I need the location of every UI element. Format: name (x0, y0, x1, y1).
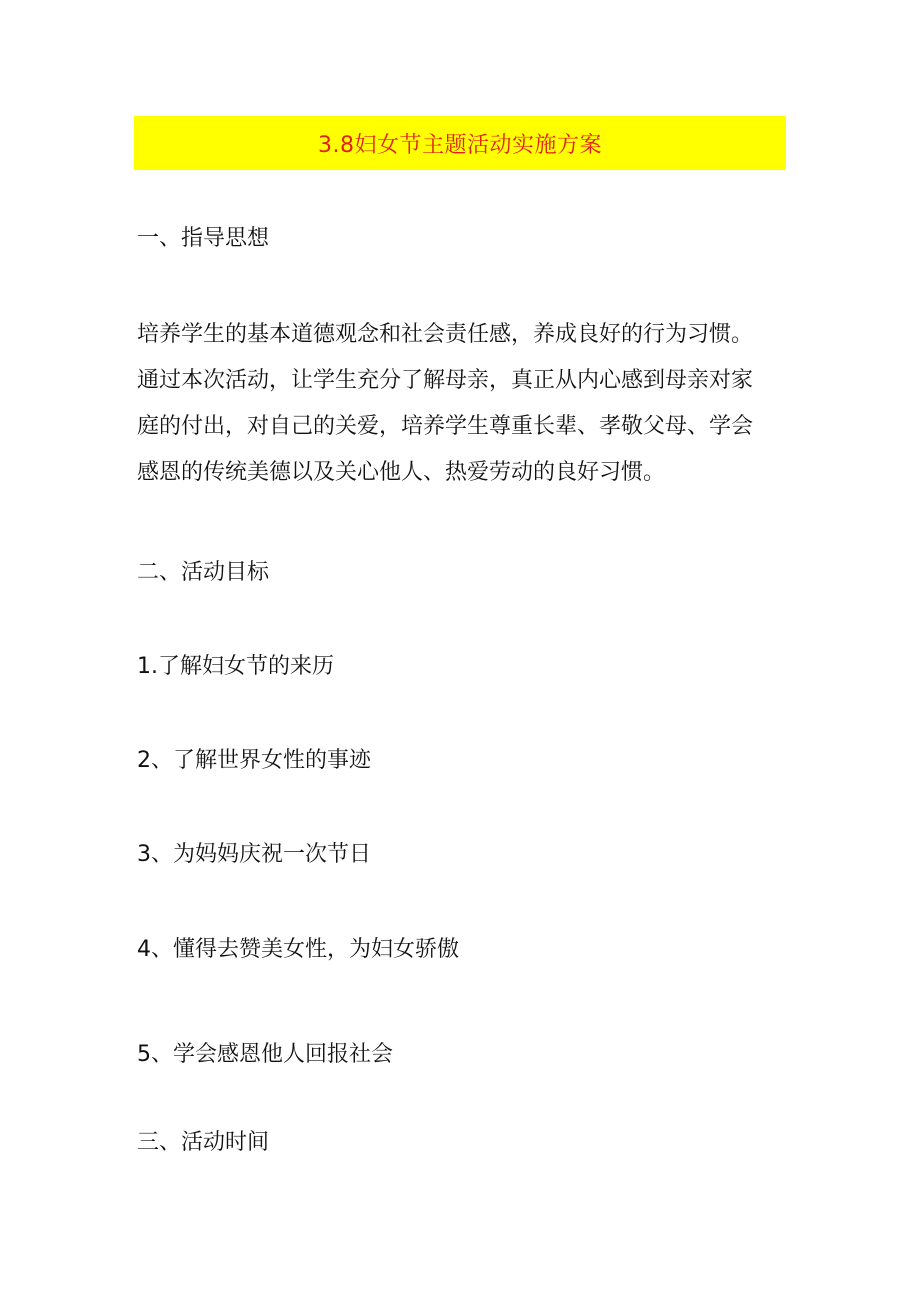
page-title: 3.8妇女节主题活动实施方案 (318, 132, 602, 158)
paragraph-line: 通过本次活动，让学生充分了解母亲，真正从内心感到母亲对家 (137, 368, 754, 393)
goal-item-5: 5、学会感恩他人回报社会 (137, 1042, 393, 1067)
guiding-paragraph (137, 312, 797, 496)
goal-item-1: 1.了解妇女节的来历 (137, 654, 334, 679)
goal-item-3: 3、为妈妈庆祝一次节日 (137, 842, 371, 867)
paragraph-line: 培养学生的基本道德观念和社会责任感，养成良好的行为习惯。 (137, 322, 754, 347)
paragraph-line: 感恩的传统美德以及关心他人、热爱劳动的良好习惯。 (137, 460, 666, 485)
goal-item-4: 4、懂得去赞美女性，为妇女骄傲 (137, 937, 459, 962)
goal-item-2: 2、了解世界女性的事迹 (137, 748, 371, 773)
section-heading-guiding: 一、指导思想 (137, 226, 270, 251)
section-heading-time: 三、活动时间 (137, 1130, 270, 1155)
title-banner (134, 116, 786, 170)
section-heading-goals: 二、活动目标 (137, 560, 270, 585)
paragraph-line: 庭的付出，对自己的关爱，培养学生尊重长辈、孝敬父母、学会 (137, 414, 754, 439)
